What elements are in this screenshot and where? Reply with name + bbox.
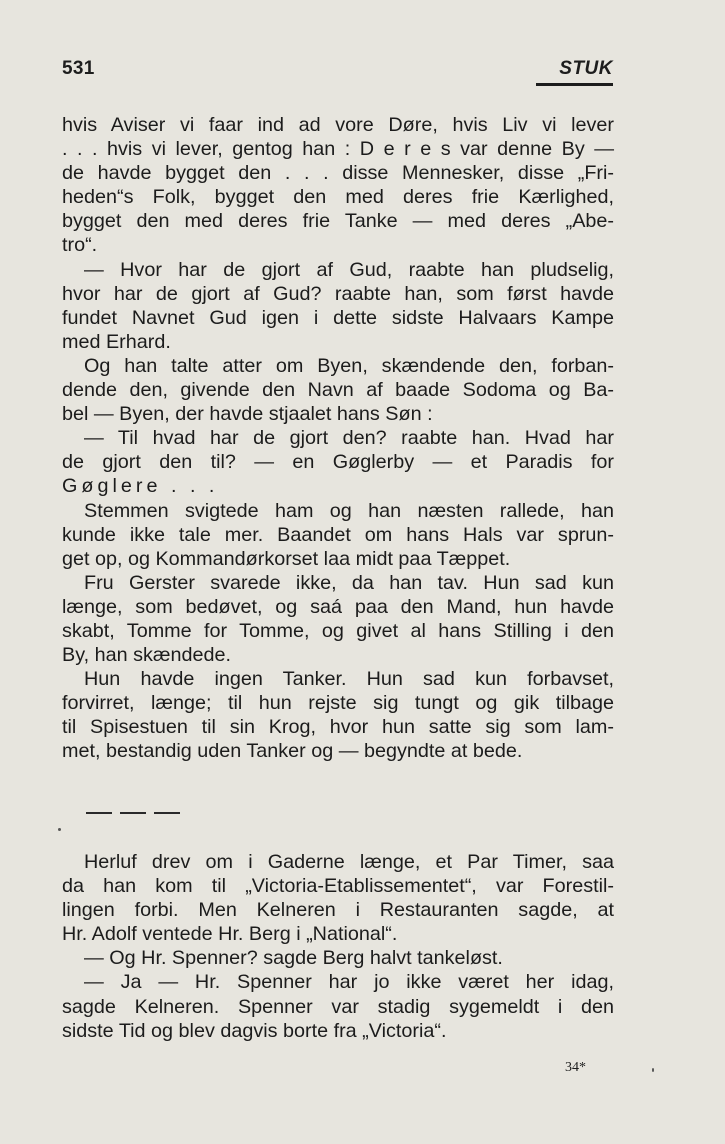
- text-line: — Ja — Hr. Spenner har jo ikke været her idag,: [84, 971, 614, 994]
- section-break: [86, 808, 182, 816]
- text-line: sidste Tid og blev dagvis borte fra „Victoria“.: [62, 1019, 447, 1042]
- section-break-dash: [120, 812, 146, 814]
- header-rule: [536, 83, 613, 86]
- text-line: de gjort den til? — en Gøglerby — et Paradis for: [62, 451, 614, 474]
- text-line: hvis Aviser vi faar ind ad vore Døre, hvis Liv vi lever: [62, 114, 614, 136]
- page-header: [62, 58, 613, 88]
- text-line: med Erhard.: [62, 330, 171, 353]
- text-line: da han kom til „Victoria-Etablissementet“, var Forestil-: [62, 875, 614, 898]
- text-line: dende den, givende den Navn af baade Sodoma og Ba-: [62, 379, 614, 402]
- text-line: hvor har de gjort af Gud? raabte han, som først havde: [62, 282, 614, 305]
- text-line: heden“s Folk, bygget den med deres frie Kærlighed,: [62, 186, 614, 209]
- text-line: — Og Hr. Spenner? sagde Berg halvt tankeløst.: [84, 947, 503, 970]
- text-line: met, bestandig uden Tanker og — begyndte at bede.: [62, 740, 523, 763]
- text-line: get op, og Kommandørkorset laa midt paa Tæppet.: [62, 547, 511, 570]
- text-line: fundet Navnet Gud igen i dette sidste Halvaars Kampe: [62, 306, 614, 329]
- page-number: 531: [62, 58, 95, 79]
- text-line: bel — Byen, der havde stjaalet hans Søn :: [62, 403, 433, 426]
- text-line: Stemmen svigtede ham og han næsten rallede, han: [84, 499, 614, 522]
- text-line: Gøglere . . .: [62, 475, 219, 498]
- text-line: — Til hvad har de gjort den? raabte han. Hvad har: [84, 427, 614, 450]
- text-line: Herluf drev om i Gaderne længe, et Par Timer, saa: [84, 851, 614, 873]
- text-line: skabt, Tomme for Tomme, og givet al hans Stilling i den: [62, 619, 614, 642]
- text-line: kunde ikke tale mer. Baandet om hans Hals var sprun-: [62, 523, 614, 546]
- text-line: — Hvor har de gjort af Gud, raabte han pludselig,: [84, 258, 614, 281]
- printer-signature-mark: 34*: [565, 1060, 586, 1075]
- text-section-first: [62, 113, 614, 764]
- text-line: til Spisestuen til sin Krog, hvor hun satte sig som lam-: [62, 716, 614, 739]
- text-line: By, han skændede.: [62, 644, 231, 667]
- section-break-dash: [86, 812, 112, 814]
- text-line: de havde bygget den . . . disse Mennesker, disse „Fri-: [62, 162, 614, 185]
- running-title: STUK: [559, 58, 613, 79]
- text-line: . . . hvis vi lever, gentog han : D e r e s var denne By —: [62, 138, 614, 161]
- text-line: Hun havde ingen Tanker. Hun sad kun forbavset,: [84, 668, 614, 691]
- paper-speck: [58, 828, 61, 831]
- paper-speck: [652, 1068, 654, 1072]
- text-line: tro“.: [62, 234, 98, 257]
- text-line: forvirret, længe; til hun rejste sig tungt og gik tilbage: [62, 692, 614, 715]
- text-line: bygget den med deres frie Tanke — med deres „Abe-: [62, 210, 614, 233]
- text-line: sagde Kelneren. Spenner var stadig sygemeldt i den: [62, 995, 614, 1018]
- text-line: Fru Gerster svarede ikke, da han tav. Hun sad kun: [84, 571, 614, 594]
- section-break-dash: [154, 812, 180, 814]
- text-line: Hr. Adolf ventede Hr. Berg i „National“.: [62, 923, 398, 946]
- text-section-second: [62, 850, 614, 1043]
- text-line: lingen forbi. Men Kelneren i Restauranten sagde, at: [62, 899, 614, 922]
- text-line: længe, som bedøvet, og saá paa den Mand, hun havde: [62, 595, 614, 618]
- text-line: Og han talte atter om Byen, skændende den, forban-: [84, 354, 614, 377]
